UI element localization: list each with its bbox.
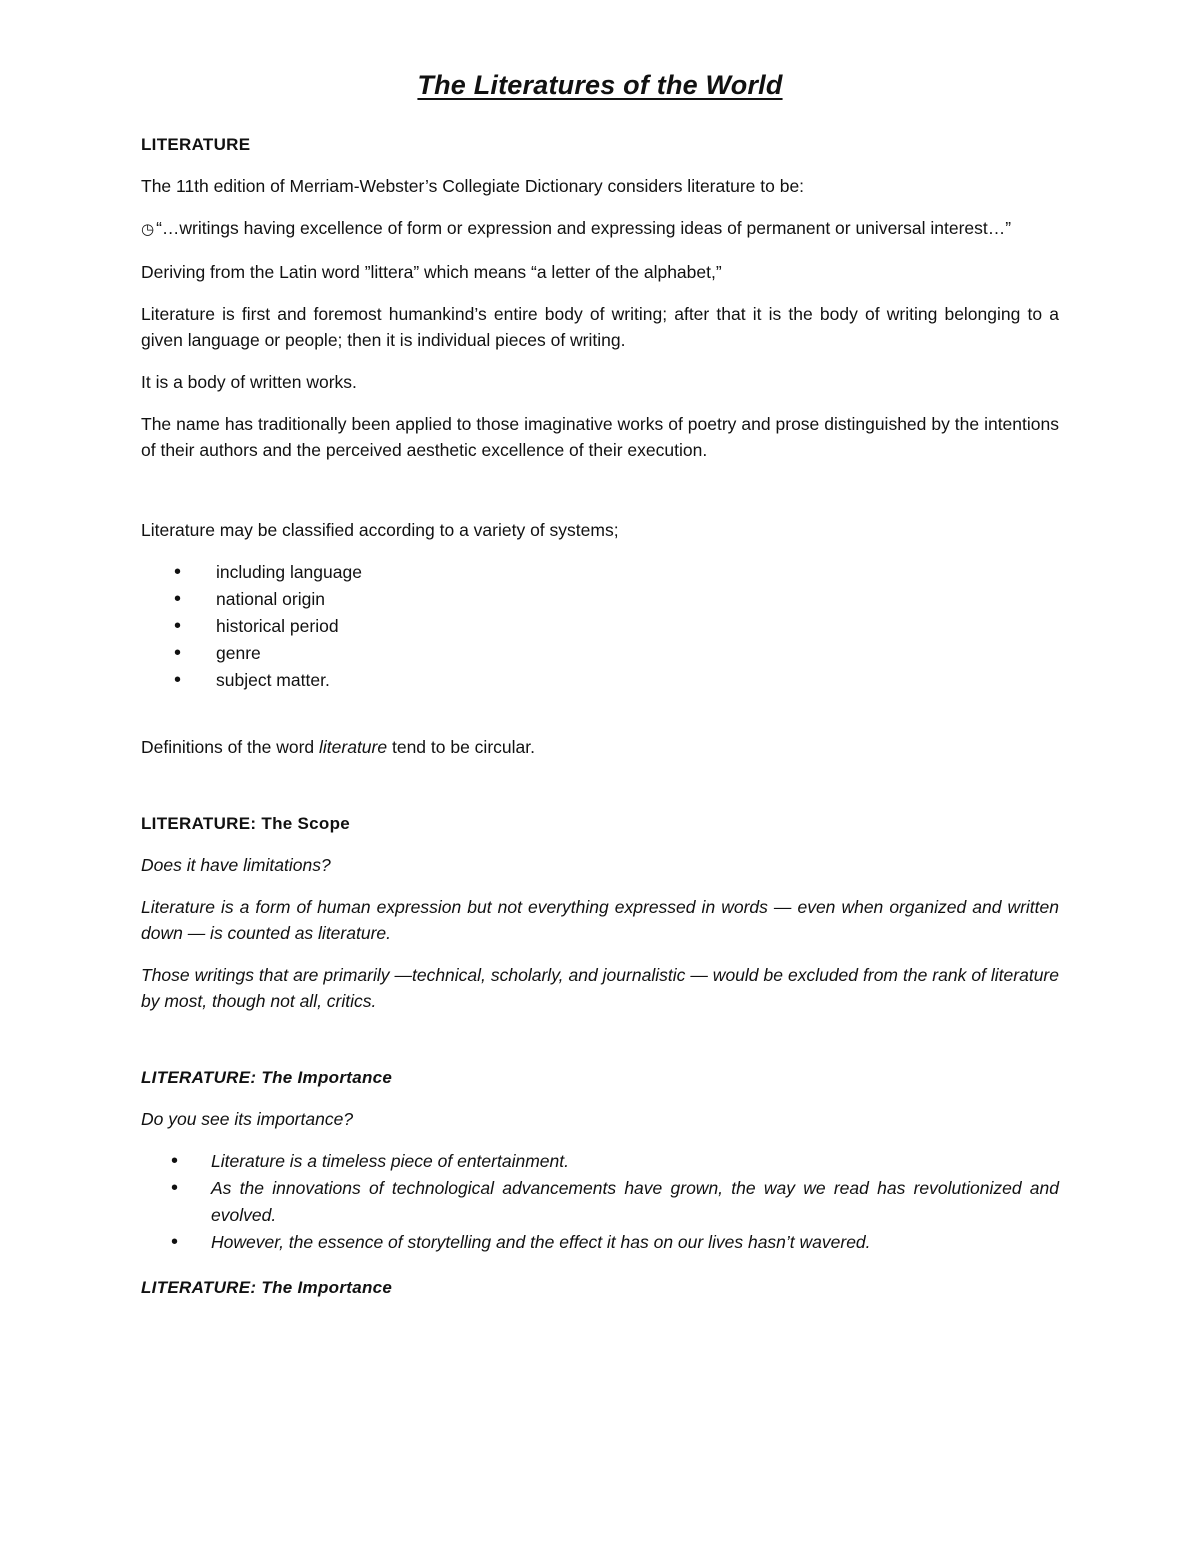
bullet-icon — [171, 1148, 178, 1175]
quote-symbol-icon: ◷ — [141, 221, 155, 238]
paragraph: Literature is first and foremost humankind’s entire body of writing; after that it is the body of writing belonging to a given language or people; then it is individual pieces of writing. — [141, 304, 1059, 350]
list-item: • As the innovations of technological advancements have grown, the way we read has revolutionized and evolved. — [141, 1175, 1059, 1229]
list-item: • However, the essence of storytelling and the effect it has on our lives hasn’t wavered. — [141, 1229, 1059, 1256]
list-item: • national origin — [141, 586, 1059, 613]
list-item: • genre — [141, 640, 1059, 667]
document-page — [141, 70, 1059, 1316]
bullet-icon — [174, 613, 181, 640]
bullet-icon — [174, 559, 181, 586]
paragraph-definitions: Definitions of the word literature tend to be circular. — [141, 737, 535, 757]
section-heading-importance: LITERATURE: The Importance — [141, 1068, 393, 1087]
paragraph: It is a body of written works. — [141, 372, 357, 392]
list-item: • subject matter. — [141, 667, 1059, 694]
quote-paragraph — [141, 215, 1059, 243]
bullet-icon — [174, 640, 181, 667]
quote-text: “…writings having excellence of form or expression and expressing ideas of permanent or universal interest…” — [156, 218, 1012, 238]
importance-list — [141, 1148, 1059, 1256]
classification-list — [141, 559, 1059, 694]
paragraph: Do you see its importance? — [141, 1109, 354, 1129]
section-heading-literature: LITERATURE — [141, 135, 251, 154]
paragraph: Literature may be classified according to a variety of systems; — [141, 520, 619, 540]
bullet-icon — [174, 586, 181, 613]
paragraph: Those writings that are primarily —technical, scholarly, and journalistic — would be excluded from the rank of literature by most, though not all, critics. — [141, 965, 1059, 1011]
section-heading-scope: LITERATURE: The Scope — [141, 814, 351, 833]
paragraph: Does it have limitations? — [141, 855, 331, 875]
list-item: • including language — [141, 559, 1059, 586]
paragraph: The 11th edition of Merriam-Webster’s Collegiate Dictionary considers literature to be: — [141, 176, 805, 196]
paragraph: Deriving from the Latin word ”littera” which means “a letter of the alphabet,” — [141, 262, 722, 282]
bullet-icon — [171, 1175, 178, 1202]
document-title: The Literatures of the World — [417, 70, 783, 100]
list-item: • historical period — [141, 613, 1059, 640]
bullet-icon — [171, 1229, 178, 1256]
paragraph: The name has traditionally been applied to those imaginative works of poetry and prose distinguished by the intentions of their authors and the perceived aesthetic excellence of their execution. — [141, 414, 1059, 460]
paragraph: Literature is a form of human expression but not everything expressed in words — even when organized and written down — is counted as literature. — [141, 897, 1059, 943]
list-item: • Literature is a timeless piece of entertainment. — [141, 1148, 1059, 1175]
section-heading-importance-2: LITERATURE: The Importance — [141, 1278, 393, 1297]
bullet-icon — [174, 667, 181, 694]
